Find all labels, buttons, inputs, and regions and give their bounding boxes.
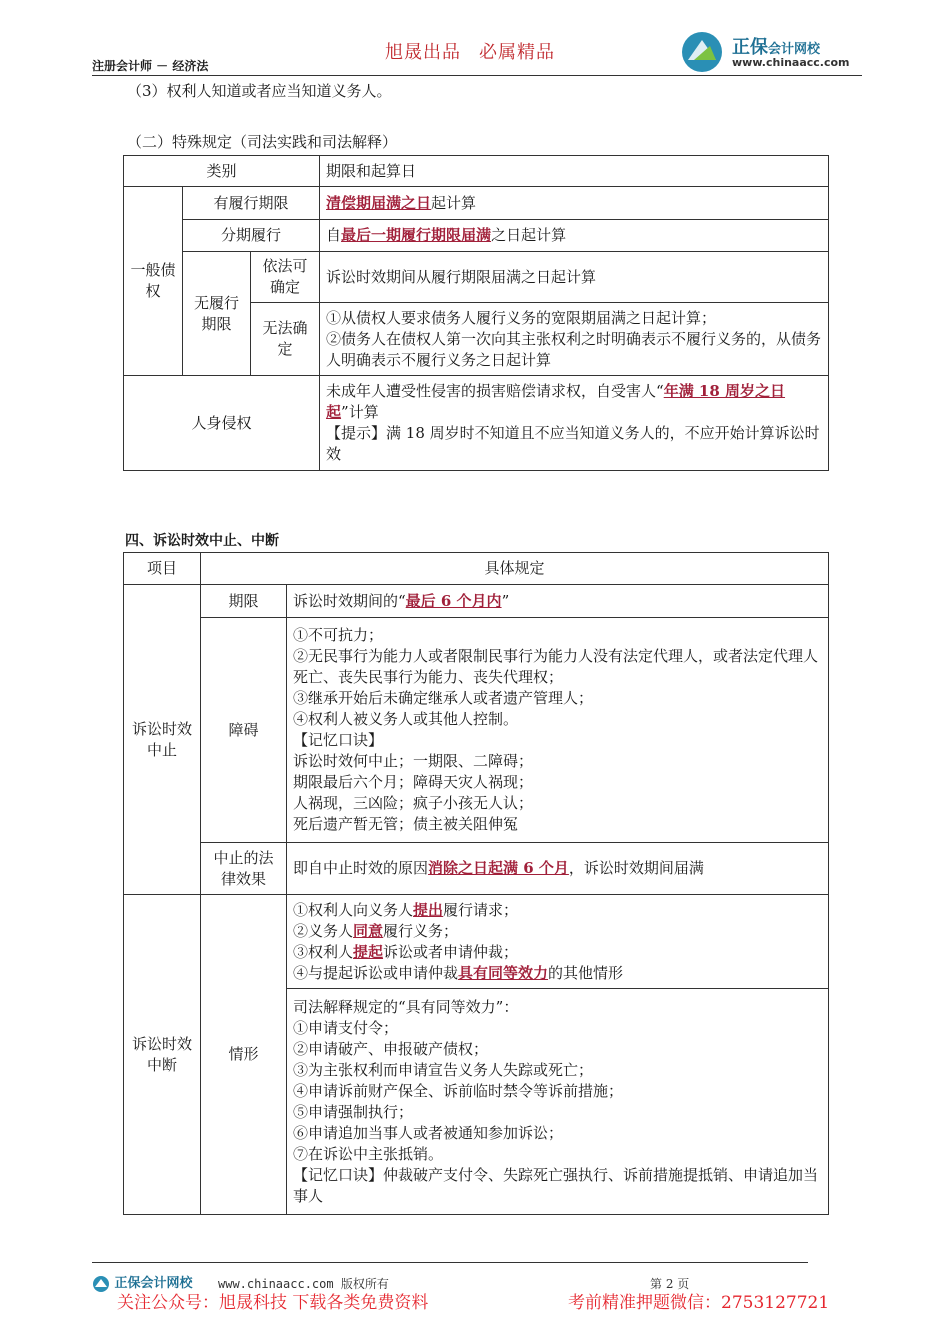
suspension-label: 诉讼时效中止 (124, 585, 201, 895)
brand-logo-icon (680, 30, 726, 74)
suspension-period-label: 期限 (201, 585, 287, 618)
suspension-interruption-table (123, 552, 829, 1215)
personal-injury-label: 人身侵权 (124, 376, 320, 471)
general-debt-label: 一般债权 (124, 187, 183, 376)
special-rules-table (123, 155, 829, 471)
interruption-label: 诉讼时效中断 (124, 895, 201, 1215)
special-rules-heading: （二）特殊规定（司法实践和司法解释） (127, 133, 398, 151)
personal-injury-rule: 未成年人遭受性侵害的损害赔偿请求权，自受害人“年满 18 周岁之日起”计算 【提示】满 18 周岁时不知道且不应当知道义务人的，不应开始计算诉讼时效 (320, 376, 829, 471)
section-4-title: 四、诉讼时效中止、中断 (125, 533, 279, 549)
col-head-item: 项目 (124, 553, 201, 585)
col-head-rule: 具体规定 (201, 553, 829, 585)
obstacle-rule: ①不可抗力； ②无民事行为能力人或者限制民事行为能力人没有法定代理人，或者法定代理人死亡、丧失民事行为能力、丧失代理权； ③继承开始后未确定继承人或者遗产管理人； ④权利人被义务人或其他人控制。 【记忆口诀】 诉讼时效何中止；一期限、二障碍； 期限最后六个月；障碍天灾人祸现； 人祸现，三凶险；疯子小孩无人认； 死后遗产暂无管；债主被关阻伸冤 (287, 618, 829, 843)
interruption-situations: ①权利人向义务人提出履行请求； ②义务人同意履行义务； ③权利人提起诉讼或者申请仲裁； ④与提起诉讼或申请仲裁具有同等效力的其他情形 (287, 895, 829, 989)
footer-logo: 正保会计网校 (92, 1272, 193, 1293)
determinable-label: 依法可确定 (251, 252, 320, 303)
not-determinable-label: 无法确定 (251, 303, 320, 376)
brand-logo (680, 30, 870, 74)
suspension-effect-label: 中止的法律效果 (201, 843, 287, 895)
installment-rule: 自最后一期履行期限届满之日起计算 (320, 220, 829, 252)
col-head-period: 期限和起算日 (320, 156, 829, 187)
slogan-part-a: 旭晟出品 (385, 42, 461, 63)
has-period-label: 有履行期限 (183, 187, 320, 220)
interruption-situation-label: 情形 (201, 895, 287, 1215)
header-divider (92, 75, 862, 76)
footer-copyright: www.chinaacc.com 版权所有 (218, 1277, 389, 1291)
obstacle-label: 障碍 (201, 618, 287, 843)
page-number: 第 2 页 (650, 1277, 690, 1291)
slogan-part-b: 必属精品 (479, 42, 555, 63)
doc-subject: 注册会计师 － 经济法 (92, 59, 209, 73)
brand-logo-title: 正保会计网校 (732, 37, 821, 58)
installment-label: 分期履行 (183, 220, 320, 252)
watermark-right: 考前精准押题微信：2753127721 (568, 1293, 830, 1313)
header-slogan (385, 38, 555, 64)
determinable-rule: 诉讼时效期间从履行期限届满之日起计算 (320, 252, 829, 303)
no-period-label: 无履行期限 (183, 252, 251, 376)
judicial-equivalents: 司法解释规定的“具有同等效力”： ①申请支付令； ②申请破产、申报破产债权； ③为主张权利而申请宣告义务人失踪或死亡； ④申请诉前财产保全、诉前临时禁令等诉前措施； ⑤申请强制执行； ⑥申请追加当事人或者被通知参加诉讼； ⑦在诉讼中主张抵销。 【记忆口诀】仲裁破产支付令、失踪死亡强执行、诉前措施提抵销、申请追加当事人 (287, 989, 829, 1215)
suspension-period-rule: 诉讼时效期间的“最后 6 个月内” (287, 585, 829, 618)
has-period-rule: 清偿期届满之日起计算 (320, 187, 829, 220)
col-head-category: 类别 (124, 156, 320, 187)
not-determinable-rule: ①从债权人要求债务人履行义务的宽限期届满之日起计算； ②债务人在债权人第一次向其主张权利之时明确表示不履行义务的，从债务人明确表示不履行义务之日起计算 (320, 303, 829, 376)
suspension-effect-rule: 即自中止时效的原因消除之日起满 6 个月，诉讼时效期间届满 (287, 843, 829, 895)
footer-logo-icon (92, 1275, 110, 1293)
watermark-left: 关注公众号：旭晟科技 下载各类免费资料 (117, 1293, 429, 1313)
intro-line: （3）权利人知道或者应当知道义务人。 (127, 82, 392, 100)
footer-divider (92, 1262, 808, 1263)
brand-logo-url: www.chinaacc.com (732, 56, 850, 69)
